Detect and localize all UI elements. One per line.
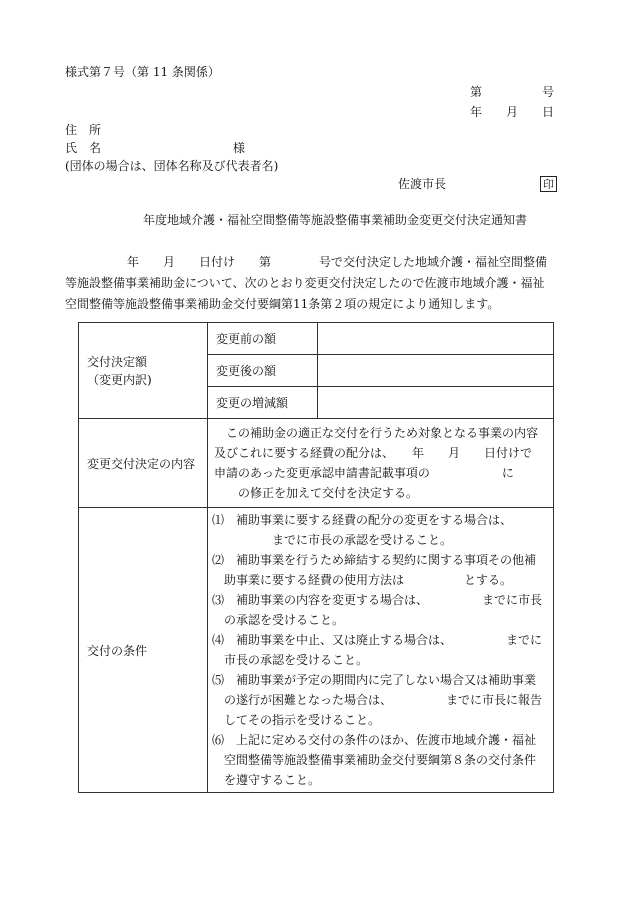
diff-amount-value xyxy=(318,387,554,419)
issuer-title: 佐渡市長 xyxy=(398,177,447,191)
condition-line: ⑴ 補助事業に要する経費の配分の変更をする場合は、 xyxy=(212,513,513,527)
condition-line: ⑶ 補助事業の内容を変更する場合は、 までに市長 xyxy=(212,593,543,607)
before-amount-label: 変更前の額 xyxy=(208,323,318,355)
form-number: 様式第７号（第 11 条関係） xyxy=(65,65,220,79)
condition-line: ⑷ 補助事業を中止、又は廃止する場合は、 までに xyxy=(212,633,543,647)
seal-mark: 印 xyxy=(540,176,557,192)
issue-date: 年 月 日 xyxy=(470,105,555,119)
condition-line: の遂行が困難となった場合は、 までに市長に報告 xyxy=(212,693,543,707)
decision-line: 及びこれに要する経費の配分は、 年 月 日付けで xyxy=(214,446,533,460)
condition-line: してその指示を受けること。 xyxy=(212,713,381,727)
decision-table xyxy=(78,322,554,793)
after-amount-value xyxy=(318,355,554,387)
condition-line: ⑸ 補助事業が予定の期間内に完了しない場合又は補助事業 xyxy=(212,673,537,687)
document-title: 年度地域介護・福祉空間整備等施設整備事業補助金変更交付決定通知書 xyxy=(143,213,528,227)
conditions-label: 交付の条件 xyxy=(79,508,208,793)
decision-line: の修正を加えて交付を決定する。 xyxy=(214,486,419,500)
decision-content xyxy=(208,419,554,508)
condition-line: までに市長の承認を受けること。 xyxy=(212,533,453,547)
amount-label-cell xyxy=(79,323,208,419)
decision-line: 申請のあった変更承認申請書記載事項の に xyxy=(214,466,514,480)
condition-line: ⑵ 補助事業を行うため締結する契約に関する事項その他補 xyxy=(212,553,537,567)
amount-label: 交付決定額 xyxy=(87,354,148,369)
decision-line: この補助金の適正な交付を行うため対象となる事業の内容 xyxy=(214,426,539,440)
condition-line: の承認を受けること。 xyxy=(212,613,345,627)
before-amount-value xyxy=(318,323,554,355)
recipient-address-label: 住 所 xyxy=(65,123,102,137)
conditions-content xyxy=(208,508,554,793)
recipient-name-label: 氏 名 様 xyxy=(65,141,246,155)
document-number: 第 号 xyxy=(470,85,555,99)
condition-line: 空間整備等施設整備事業補助金交付要綱第８条の交付条件 xyxy=(212,753,537,767)
condition-line: ⑹ 上記に定める交付の条件のほか、佐渡市地域介護・福祉 xyxy=(212,733,537,747)
condition-line: 市長の承認を受けること。 xyxy=(212,653,369,667)
after-amount-label: 変更後の額 xyxy=(208,355,318,387)
condition-line: 助事業に要する経費の使用方法は とする。 xyxy=(212,573,513,587)
decision-label: 変更交付決定の内容 xyxy=(79,419,208,508)
notice-body xyxy=(65,252,565,315)
recipient-note: (団体の場合は、団体名称及び代表者名) xyxy=(65,159,279,173)
condition-line: を遵守すること。 xyxy=(212,773,321,787)
amount-sublabel: （変更内訳) xyxy=(87,372,152,387)
notice-body-line: 空間整備等施設整備事業補助金交付要綱第11条第２項の規定により通知します。 xyxy=(65,297,500,311)
diff-amount-label: 変更の増減額 xyxy=(208,387,318,419)
notice-body-line: 等施設整備事業補助金について、次のとおり変更交付決定したので佐渡市地域介護・福祉 xyxy=(65,276,545,290)
notice-body-line: 年 月 日付け 第 号で交付決定した地域介護・福祉空間整備 xyxy=(127,255,548,269)
